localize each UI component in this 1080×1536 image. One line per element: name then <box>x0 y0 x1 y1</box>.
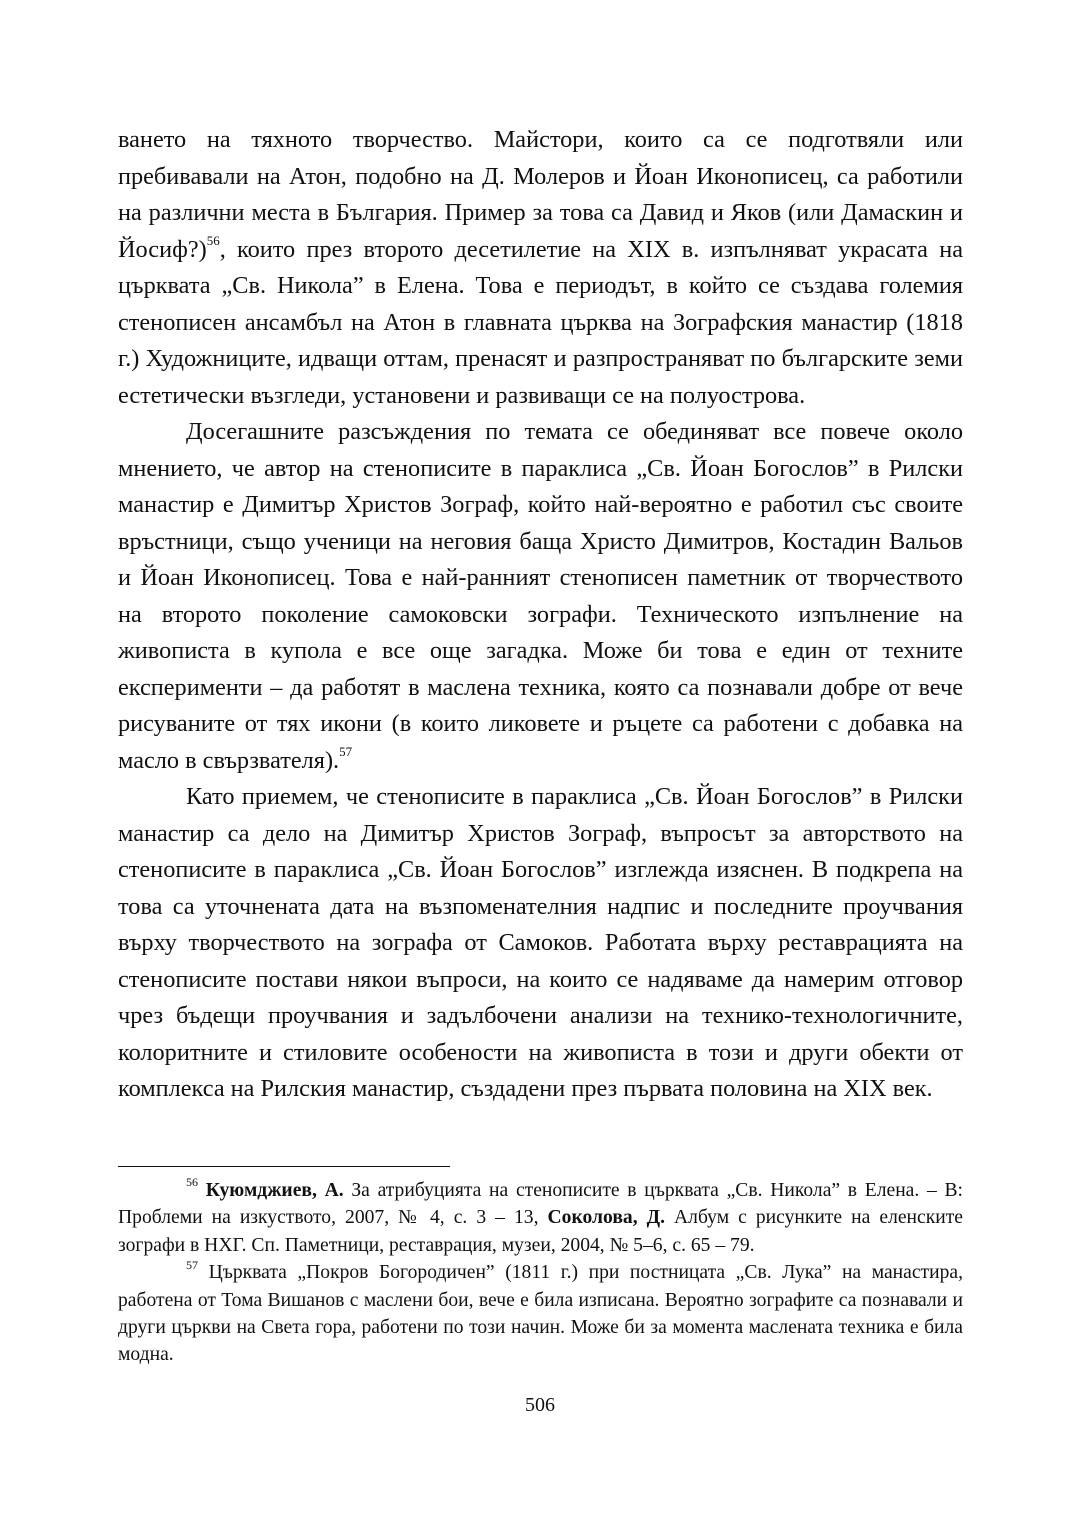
paragraph-1-text-b: , които през второто десетилетие на XIX в. изпълняват украсата на църквата „Св. Никола” в Елена. Това е периодът, в който се създава големия стенописен ансамбъл на Атон в главната църква на Зографския манастир (1818 г.) Художниците, идващи оттам, пренасят и разпространяват по българските земи естетически възгледи, установени и развиващи се на полуострова. <box>118 235 963 409</box>
footnote-separator <box>118 1166 450 1167</box>
footnotes <box>118 1177 963 1369</box>
footnote-56-author-1: Куюмджиев, А. <box>205 1180 344 1201</box>
footnote-ref-57[interactable]: 57 <box>339 744 353 760</box>
paragraph-1-text-a: ването на тяхното творчество. Майстори, които са се подготвяли или пребивавали на Атон, подобно на Д. Молеров и Йоан Иконописец, са работили на различни места в България. Пример за това са Давид и Яков (или Дамаскин и Йосиф?) <box>118 126 963 263</box>
paragraph-3-text: Като приемем, че стенописите в параклиса „Св. Йоан Богослов” в Рилски манастир са дело на Димитър Христов Зограф, въпросът за авторството на стенописите в параклиса „Св. Йоан Богослов” изглежда изяснен. В подкрепа на това са уточнената дата на възпоменателния надпис и последните проучвания върху творчеството на зографа от Самоков. Работата върху реставрацията на стенописите постави някои въпроси, на които се надяваме да намерим отговор чрез бъдещи проучвания и задълбочени анализи на технико-технологичните, колоритните и стиловите особености на живописта в този и други обекти от комплекса на Рилския манастир, създадени през първата половина на XIX век. <box>118 783 963 1102</box>
paragraph-2 <box>118 414 963 779</box>
footnote-57-text: Църквата „Покров Богородичен” (1811 г.) при постницата „Св. Лука” на манастира, работена от Тома Вишанов с маслени бои, вече е била изписана. Вероятно зографите са познавали и други църкви на Света гора, работени по този начин. Може би за момента маслената техника е била модна. <box>118 1262 963 1366</box>
paragraph-2-text: Досегашните разсъждения по темата се обединяват все повече около мнението, че автор на стенописите в параклиса „Св. Йоан Богослов” в Рилски манастир е Димитър Христов Зограф, който най-вероятно е работил със своите връстници, също ученици на неговия баща Христо Димитров, Костадин Вальов и Йоан Иконописец. Това е най-ранният стенописен паметник от творчеството на второто поколение самоковски зографи. Техническото изпълнение на живописта в купола е все още загадка. Може би това е един от техните експерименти – да работят в маслена техника, която са познавали добре от вече рисуваните от тях икони (в които ликовете и ръцете са работени с добавка на масло в свързвателя). <box>118 418 963 774</box>
main-text <box>118 122 963 1108</box>
footnote-57 <box>118 1259 963 1369</box>
footnote-ref-56[interactable]: 56 <box>206 233 220 249</box>
footnote-56-author-2: Соколова, Д. <box>547 1207 665 1229</box>
footnote-57-number: 57 <box>186 1257 198 1272</box>
footnote-56 <box>118 1177 963 1259</box>
paragraph-1 <box>118 122 963 414</box>
footnote-56-text-a: За атрибуцията на стенописите в църквата „Св. Никола” в Елена. – В: Проблеми на изкуството, 2007, № 4, с. 3 – 13, <box>118 1180 964 1229</box>
page-number: 506 <box>525 1394 555 1416</box>
footnote-56-text-b: Албум с рисунките на еленските зографи в НХГ. Сп. Паметници, реставрация, музеи, 2004, № 5–6, с. 65 – 79. <box>118 1207 963 1256</box>
paragraph-3 <box>118 779 963 1108</box>
footnote-56-number: 56 <box>186 1175 198 1190</box>
